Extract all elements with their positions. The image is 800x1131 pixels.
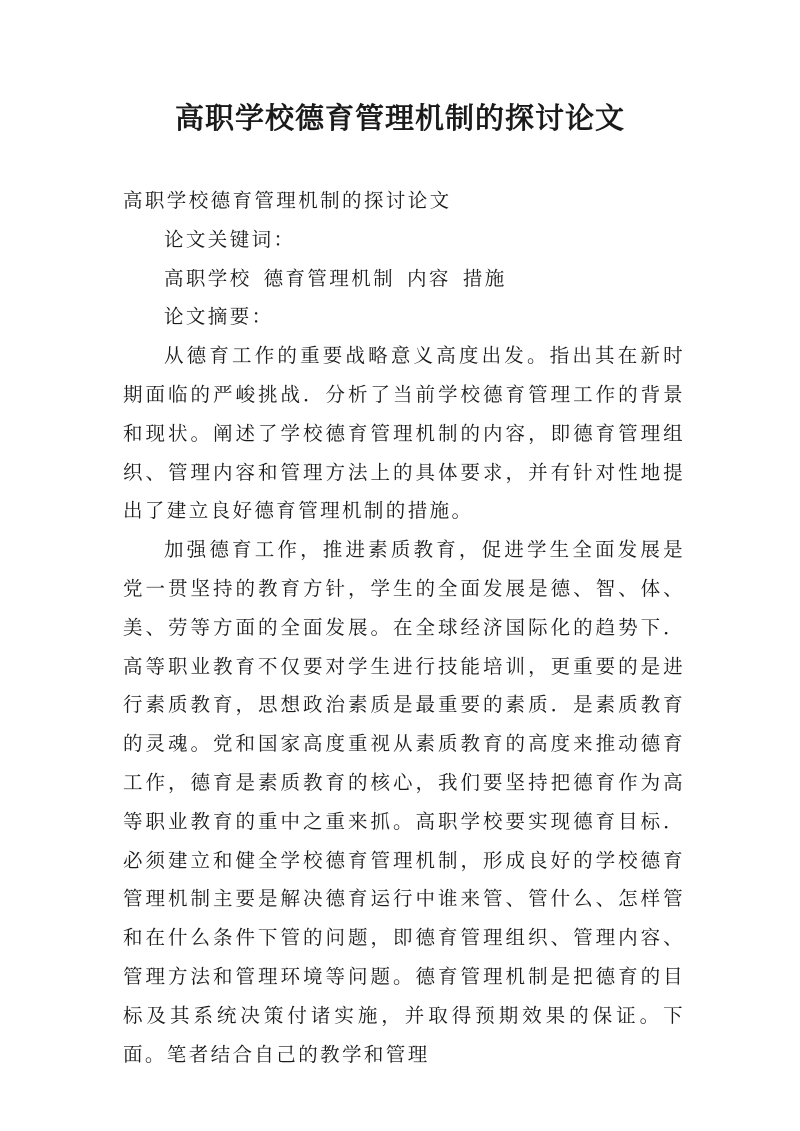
body-paragraph: 加强德育工作，推进素质教育，促进学生全面发展是党一贯坚持的教育方针，学生的全面发展是德、智、体、美、劳等方面的全面发展。在全球经济国际化的趋势下．高等职业教育不仅要对学生进行技能培训，更重要的是进行素质教育，思想政治素质是最重要的素质．是素质教育的灵魂。党和国家高度重视从素质教育的高度来推动德育工作，德育是素质教育的核心，我们要坚持把德育作为高等职业教育的重中之重来抓。高职学校要实现德育目标．必须建立和健全学校德育管理机制，形成良好的学校德育管理机制主要是解决德育运行中谁来管、管什么、怎样管和在什么条件下管的问题，即德育管理组织、管理内容、管理方法和管理环境等问题。德育管理机制是把德育的目标及其系统决策付诸实施，并取得预期效果的保证。下面。笔者结合自己的教学和管理 <box>123 538 685 1066</box>
keyword: 德育管理机制 <box>263 266 396 290</box>
keywords-list <box>123 260 685 299</box>
keyword: 高职学校 <box>164 266 252 290</box>
document-body <box>123 182 685 1074</box>
keyword: 措施 <box>462 266 507 290</box>
document-subtitle: 高职学校德育管理机制的探讨论文 <box>123 189 452 212</box>
document-title: 高职学校德育管理机制的探讨论文 <box>174 101 625 135</box>
keywords-label: 论文关键词： <box>164 227 296 251</box>
abstract-paragraph: 从德育工作的重要战略意义高度出发。指出其在新时期面临的严峻挑战．分析了当前学校德育管理工作的背景和现状。阐述了学校德育管理机制的内容，即德育管理组织、管理内容和管理方法上的具体要求，并有针对性地提出了建立良好德育管理机制的措施。 <box>123 344 685 523</box>
keyword: 内容 <box>407 266 451 290</box>
abstract-label: 论文摘要： <box>164 305 274 329</box>
